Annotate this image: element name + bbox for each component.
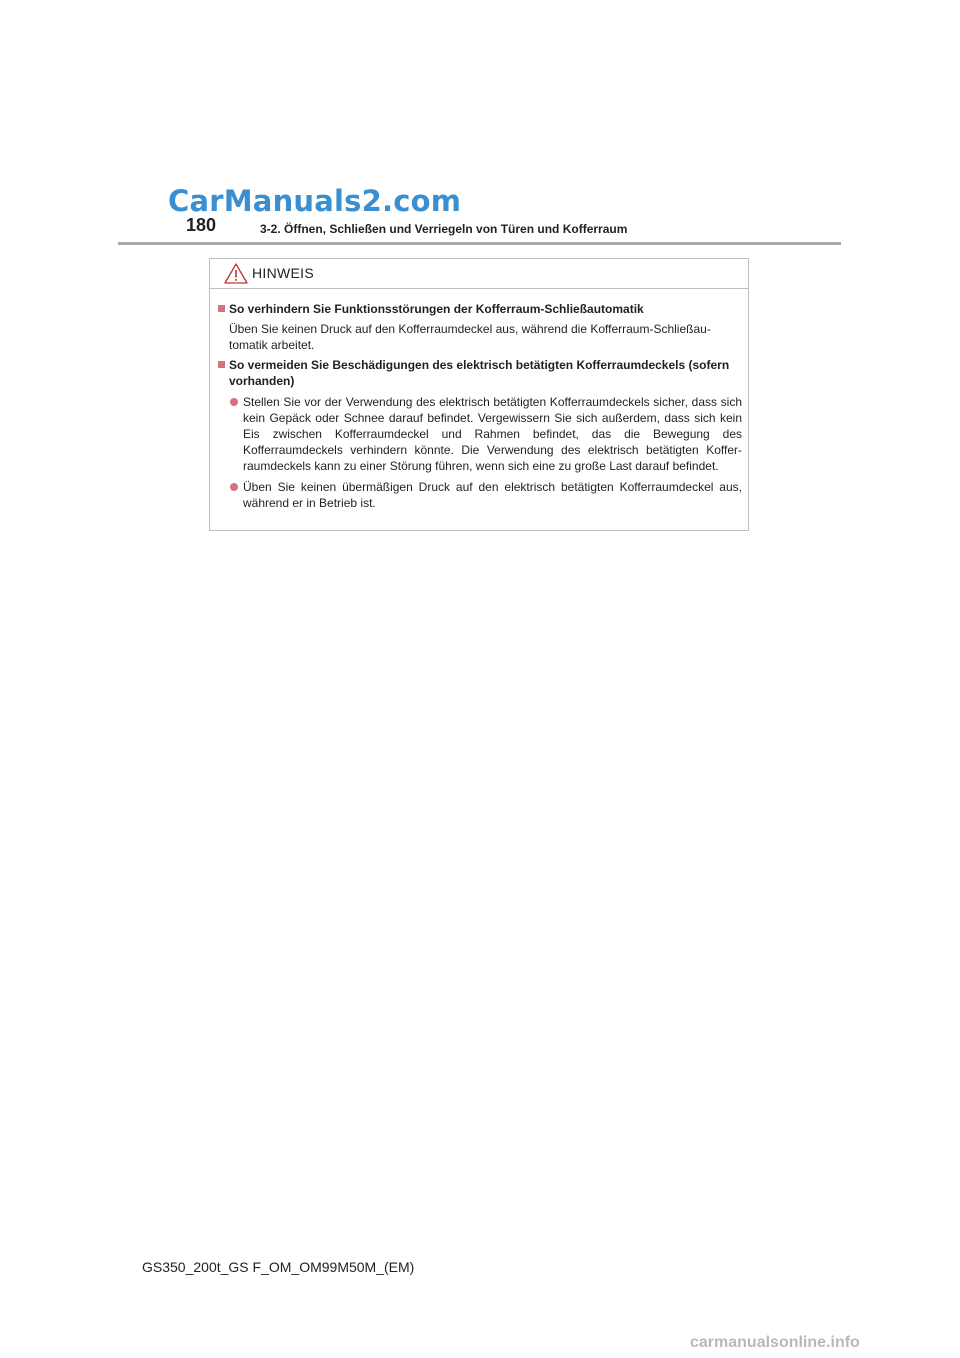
- watermark-footer: carmanualsonline.info: [690, 1334, 860, 1351]
- square-bullet-icon: [218, 361, 225, 368]
- notice-bullet: [218, 479, 742, 511]
- circle-bullet-icon: [230, 483, 238, 491]
- notice-item-heading: So verhindern Sie Funktionsstörungen der Kofferraum-Schließautomatik: [229, 302, 644, 316]
- notice-bullet-text: Üben Sie keinen übermäßigen Druck auf den elektrisch betätigten Kofferraumdeckel aus, während er in Betrieb ist.: [243, 480, 742, 510]
- notice-body: [210, 289, 748, 511]
- notice-box: [209, 258, 749, 531]
- watermark-logo: CarManuals2.com: [168, 184, 462, 218]
- notice-item: [218, 301, 742, 353]
- notice-item-heading: So vermeiden Sie Beschädigungen des elektrisch betätigten Kofferraumdeckels (sofern vorhanden): [229, 358, 730, 388]
- notice-header: [210, 259, 748, 289]
- circle-bullet-icon: [230, 398, 238, 406]
- document-code: GS350_200t_GS F_OM_OM99M50M_(EM): [142, 1259, 415, 1275]
- header-divider: [118, 242, 841, 245]
- page-number: 180: [186, 215, 217, 235]
- square-bullet-icon: [218, 305, 225, 312]
- section-title: 3-2. Öffnen, Schließen und Verriegeln von Türen und Kofferraum: [260, 222, 628, 236]
- notice-bullet: [218, 394, 742, 474]
- notice-item: [218, 357, 742, 389]
- notice-title: HINWEIS: [252, 265, 314, 281]
- notice-item-text: Üben Sie keinen Druck auf den Kofferraumdeckel aus, während die Kofferraum-Schließau-tomatik arbeitet.: [229, 322, 711, 352]
- notice-bullet-text: Stellen Sie vor der Verwendung des elektrisch betätigten Kofferraumdeckels sicher, dass sich kein Gepäck oder Schnee darauf befindet. Vergewissern Sie sich außerdem, dass sich kein Eis zwischen Kofferraumdeckel und Rahmen befindet, das die Bewegung des Kofferraumdeckels verhindern könnte. Die Verwendung des elektrisch betätigten Koffer-raumdeckels kann zu einer Störung führen, wenn sich eine zu große Last darauf befindet.: [243, 395, 742, 473]
- warning-triangle-icon: [224, 263, 248, 284]
